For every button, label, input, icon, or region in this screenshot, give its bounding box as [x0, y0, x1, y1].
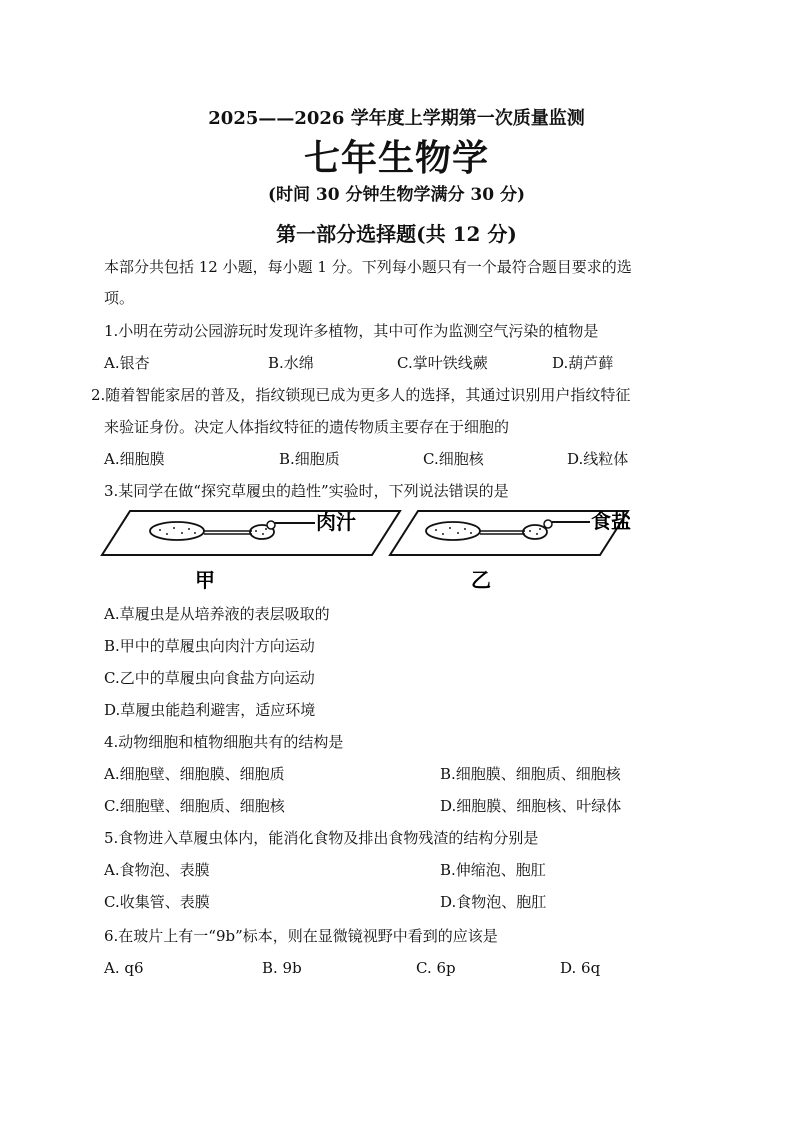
question-5-option-d: D.食物泡、胞肛 [440, 893, 547, 911]
question-5-option-c: C.收集管、表膜 [104, 893, 210, 911]
culture-drop-right [426, 522, 480, 540]
question-2-option-b: B.细胞质 [279, 450, 340, 468]
question-2-option-d: D.线粒体 [567, 450, 629, 468]
question-6-option-d: D. 6q [560, 959, 601, 977]
question-5-stem: 5.食物进入草履虫体内，能消化食物及排出食物残渣的结构分别是 [104, 829, 539, 847]
question-6-option-b: B. 9b [262, 959, 302, 977]
meat-juice-label: 肉汁 [316, 510, 356, 534]
question-3-option-d: D.草履虫能趋利避害，适应环境 [104, 701, 316, 719]
paramecium-experiment-figure [100, 503, 660, 595]
salt-label: 食盐 [591, 509, 631, 533]
section-intro-line2: 项。 [104, 289, 135, 307]
exam-title: 2025——2026 学年度上学期第一次质量监测 [208, 108, 585, 129]
subject-title: 七年生物学 [303, 137, 489, 179]
question-5-option-a: A.食物泡、表膜 [104, 861, 210, 879]
question-4-option-d: D.细胞膜、细胞核、叶绿体 [440, 797, 622, 815]
question-4-stem: 4.动物细胞和植物细胞共有的结构是 [104, 733, 344, 751]
section-intro-line1: 本部分共包括 12 小题，每小题 1 分。下列每小题只有一个最符合题目要求的选 [104, 258, 632, 276]
question-2-stem-line1: 2.随着智能家居的普及，指纹锁现已成为更多人的选择，其通过识别用户指纹特征 [91, 386, 631, 404]
question-2-stem-line2: 来验证身份。决定人体指纹特征的遗传物质主要存在于细胞的 [104, 418, 510, 436]
question-1-stem: 1.小明在劳动公园游玩时发现许多植物，其中可作为监测空气污染的植物是 [104, 322, 599, 340]
time-info: (时间 30 分钟生物学满分 30 分) [267, 185, 526, 205]
question-4-option-c: C.细胞壁、细胞质、细胞核 [104, 797, 285, 815]
salt-crystal [544, 520, 552, 528]
figure-caption-jia: 甲 [195, 568, 215, 592]
question-1-option-b: B.水绵 [268, 354, 314, 372]
question-6-stem: 6.在玻片上有一“9b”标本，则在显微镜视野中看到的应该是 [104, 927, 498, 945]
question-3-option-c: C.乙中的草履虫向食盐方向运动 [104, 669, 315, 687]
question-3-option-a: A.草履虫是从培养液的表层吸取的 [104, 605, 330, 623]
figure-caption-yi: 乙 [471, 568, 491, 592]
culture-drop-left [150, 522, 204, 540]
question-1-option-d: D.葫芦藓 [552, 354, 614, 372]
question-6-option-c: C. 6p [416, 959, 456, 977]
question-2-option-c: C.细胞核 [423, 450, 484, 468]
question-3-option-b: B.甲中的草履虫向肉汁方向运动 [104, 637, 315, 655]
question-4-option-a: A.细胞壁、细胞膜、细胞质 [104, 765, 285, 783]
question-6-option-a: A. q6 [104, 959, 144, 977]
question-2-option-a: A.细胞膜 [104, 450, 165, 468]
question-1-option-c: C.掌叶铁线蕨 [397, 354, 488, 372]
question-5-option-b: B.伸缩泡、胞肛 [440, 861, 546, 879]
meat-juice-drop [267, 521, 275, 529]
question-1-option-a: A.银杏 [104, 354, 150, 372]
section-title: 第一部分选择题(共 12 分) [276, 222, 517, 246]
solution-drop-right [523, 525, 547, 539]
question-4-option-b: B.细胞膜、细胞质、细胞核 [440, 765, 621, 783]
question-3-stem: 3.某同学在做“探究草履虫的趋性”实验时，下列说法错误的是 [104, 482, 509, 500]
